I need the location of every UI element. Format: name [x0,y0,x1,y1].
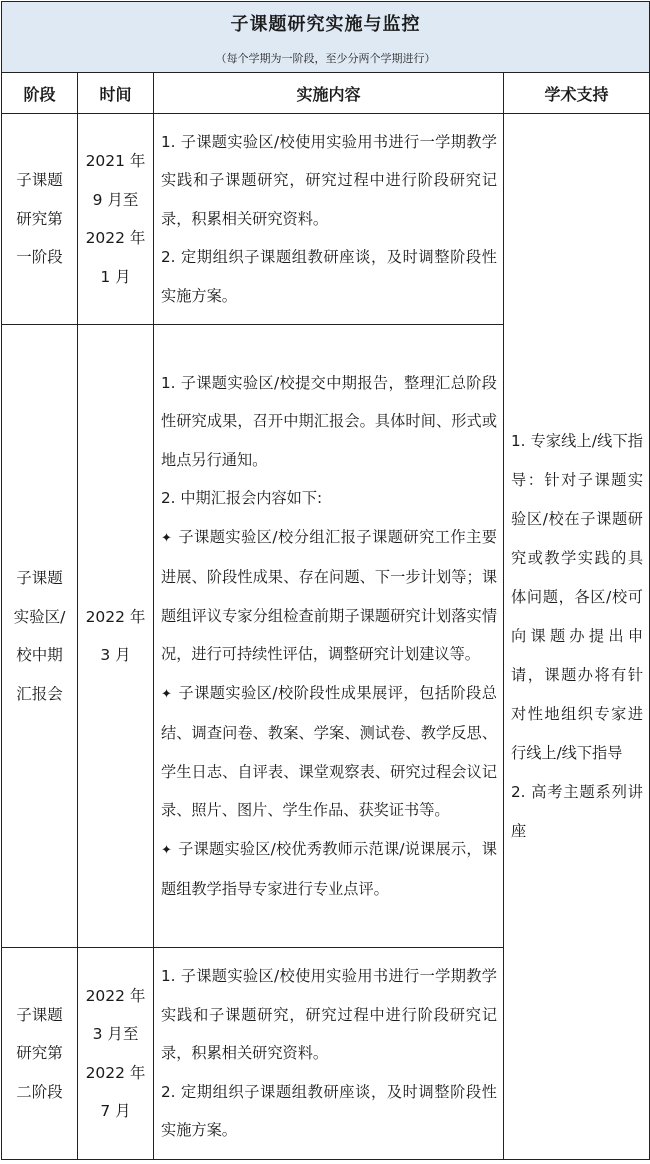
header-time: 时间 [78,73,154,114]
support-item: 1. 专家线上/线下指导：针对子课题实验区/校在子课题研究或教学实践的具体问题，各区/校可向课题办提出申请，课题办将有针对性地组织专家进行线上/线下指导 [511,432,643,762]
content-cell [154,114,504,325]
table-row [2,114,650,325]
stage-cell: 子课题 研究第 一阶段 [2,114,78,325]
content-cell [154,948,504,1160]
star-bullet-icon: ✦ [161,842,172,858]
content-item: ✦ 子课题实验区/校优秀教师示范课/说课展示，课题组教学指导专家进行专业点评。 [161,839,497,898]
table-title-cell [2,2,650,73]
star-bullet-icon: ✦ [161,686,172,702]
content-item: ✦ 子课题实验区/校阶段性成果展评，包括阶段总结、调查问卷、教案、学案、测试卷、教学反思、学生日志、自评表、课堂观察表、研究过程会议记录、照片、图片、学生作品、获奖证书等。 [161,683,497,819]
content-item: 1. 子课题实验区/校使用实验用书进行一学期教学实践和子课题研究，研究过程中进行阶段研究记录，积累相关研究资料。 [161,967,497,1063]
stage-cell: 子课题 实验区/ 校中期 汇报会 [2,325,78,948]
content-item: 1. 子课题实验区/校使用实验用书进行一学期教学实践和子课题研究，研究过程中进行阶段研究记录，积累相关研究资料。 [161,132,497,228]
table-subtitle: （每个学期为一阶段，至少分两个学期进行） [215,52,436,65]
content-item: 2. 定期组织子课题组教研座谈，及时调整阶段性实施方案。 [161,248,497,305]
header-content: 实施内容 [154,73,504,114]
implementation-table [1,1,650,1160]
header-support: 学术支持 [504,73,650,114]
time-cell: 2022 年 3 月 [78,325,154,948]
header-row [2,73,650,114]
star-bullet-icon: ✦ [161,530,172,546]
content-item: 2. 定期组织子课题组教研座谈，及时调整阶段性实施方案。 [161,1082,497,1140]
support-cell [504,114,650,1160]
content-item: 2. 中期汇报会内容如下: [161,489,323,507]
content-cell [154,325,504,948]
support-item: 2. 高考主题系列讲座 [511,783,643,840]
table-title: 子课题研究实施与监控 [230,14,421,35]
content-item: 1. 子课题实验区/校提交中期报告，整理汇总阶段性研究成果，召开中期汇报会。具体时间、形式或地点另行通知。 [161,373,497,469]
header-stage: 阶段 [2,73,78,114]
time-cell: 2021 年 9 月至 2022 年 1 月 [78,114,154,325]
stage-cell: 子课题 研究第 二阶段 [2,948,78,1160]
time-cell: 2022 年 3 月至 2022 年 7 月 [78,948,154,1160]
content-item: ✦ 子课题实验区/校分组汇报子课题研究工作主要进展、阶段性成果、存在问题、下一步计划等；课题组评议专家分组检查前期子课题研究计划落实情况，进行可持续性评估，调整研究计划建议等。 [161,527,497,663]
